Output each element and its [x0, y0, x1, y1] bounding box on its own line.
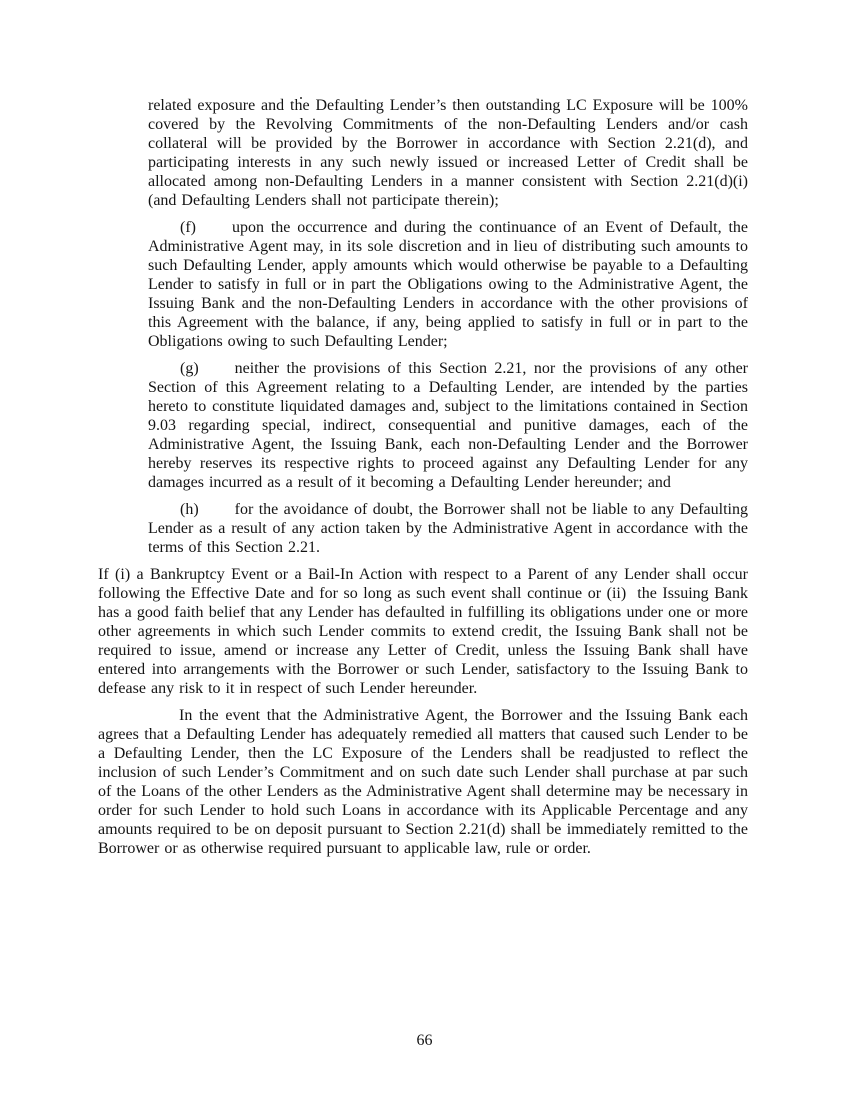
- page-number: 66: [416, 1032, 433, 1049]
- clause-label-g: (g): [180, 360, 199, 377]
- paragraph-text: If (i) a Bankruptcy Event or a Bail-In Action with respect to a Parent of any Lender shall occur following the Effective Date and for so long as such event shall continue or (ii) the Issuing Bank has a good faith belief that any Lender has defaulted in fulfilling its obligations under one or more other agreements in which such Lender commits to extend credit, the Issuing Bank shall not be required to issue, amend or increase any Letter of Credit, unless the Issuing Bank shall have entered into arrangements with the Borrower or such Lender, satisfactory to the Issuing Bank to defease any risk to it in respect of such Lender hereunder.: [98, 566, 748, 697]
- paragraph-h: [148, 500, 748, 557]
- document-body: [98, 96, 748, 858]
- paragraph-e-continuation: [148, 96, 748, 210]
- clause-label-f: (f): [180, 219, 196, 236]
- paragraph-text: upon the occurrence and during the continuance of an Event of Default, the Administrative Agent may, in its sole discretion and in lieu of distributing such amounts to such Defaulting Lender, apply amounts which would otherwise be payable to a Defaulting Lender to satisfy in full or in part the Obligations owing to the Administrative Agent, the Issuing Bank and the non-Defaulting Lenders in accordance with the other provisions of this Agreement with the balance, if any, being applied to satisfy in full or in part to the Obligations owing to such Defaulting Lender;: [148, 219, 748, 350]
- paragraph-bankruptcy-event: [98, 565, 748, 698]
- paragraph-f: [148, 218, 748, 351]
- paragraph-text: In the event that the Administrative Agent, the Borrower and the Issuing Bank each agrees that a Defaulting Lender has adequately remedied all matters that caused such Lender to be a Defaulting Lender, then the LC Exposure of the Lenders shall be readjusted to reflect the inclusion of such Lender’s Commitment and on such date such Lender shall purchase at par such of the Loans of the other Lenders as the Administrative Agent shall determine may be necessary in order for such Lender to hold such Loans in accordance with its Applicable Percentage and any amounts required to be on deposit pursuant to Section 2.21(d) shall be immediately remitted to the Borrower or as otherwise required pursuant to applicable law, rule or order.: [98, 707, 748, 857]
- paragraph-g: [148, 359, 748, 492]
- clause-label-h: (h): [180, 501, 199, 518]
- paragraph-text: for the avoidance of doubt, the Borrower shall not be liable to any Defaulting Lender as a result of any action taken by the Administrative Agent in accordance with the terms of this Section 2.21.: [148, 501, 748, 556]
- paragraph-text: related exposure and the Defaulting Lender’s then outstanding LC Exposure will be 100% covered by the Revolving Commitments of the non-Defaulting Lenders and/or cash collateral will be provided by the Borrower in accordance with Section 2.21(d), and participating interests in any such newly issued or increased Letter of Credit shall be allocated among non-Defaulting Lenders in a manner consistent with Section 2.21(d)(i) (and Defaulting Lenders shall not participate therein);: [148, 97, 748, 209]
- paragraph-text: neither the provisions of this Section 2.21, nor the provisions of any other Section of this Agreement relating to a Defaulting Lender, are intended by the parties hereto to constitute liquidated damages and, subject to the limitations contained in Section 9.03 regarding special, indirect, consequential and punitive damages, each of the Administrative Agent, the Issuing Bank, each non-Defaulting Lender and the Borrower hereby reserves its respective rights to proceed against any Defaulting Lender for any damages incurred as a result of it becoming a Defaulting Lender hereunder; and: [148, 360, 748, 491]
- paragraph-remedy: [98, 706, 748, 858]
